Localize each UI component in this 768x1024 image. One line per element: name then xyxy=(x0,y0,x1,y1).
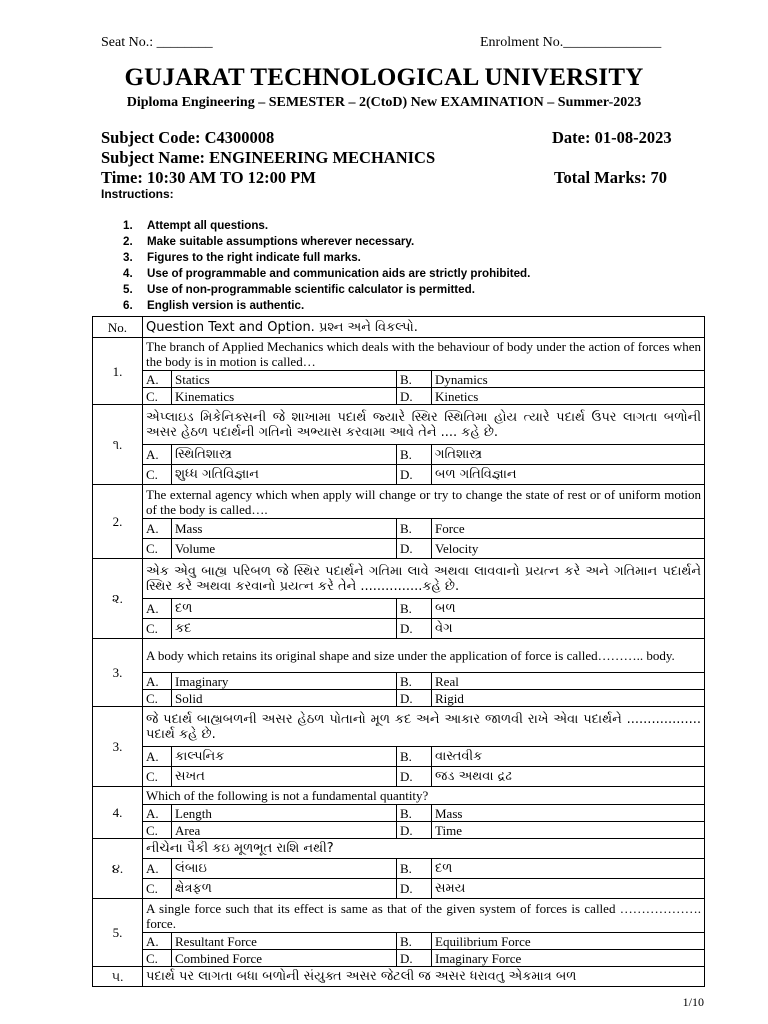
instructions-list xyxy=(123,218,530,314)
option-text: લંબાઇ xyxy=(172,859,397,879)
instructions-heading: Instructions: xyxy=(101,187,174,201)
option-letter: B. xyxy=(397,933,432,950)
option-row xyxy=(93,445,705,465)
option-text: Imaginary Force xyxy=(432,950,705,967)
option-letter: C. xyxy=(143,465,172,485)
subject-name: Subject Name: ENGINEERING MECHANICS xyxy=(101,148,436,167)
option-letter: B. xyxy=(397,445,432,465)
exam-date: Date: 01-08-2023 xyxy=(552,128,672,147)
option-letter: B. xyxy=(397,371,432,388)
question-text: A body which retains its original shape and size under the application of force is called……….. body. xyxy=(143,639,705,673)
question-text: એક એવુ બાહ્ય પરિબળ જે સ્થિર પદાર્થને ગતિમા લાવે અથવા લાવવાનો પ્રયત્ન કરે અને ગતિમાન પદાર્થને સ્થિર કરે અથવા કરવાનો પ્રયત્ન કરે તેને ...............કહે છે. xyxy=(143,559,705,599)
question-number: ૨. xyxy=(93,559,143,639)
option-letter: D. xyxy=(397,950,432,967)
option-text: Length xyxy=(172,805,397,822)
question-number: 5. xyxy=(93,899,143,967)
option-letter: A. xyxy=(143,859,172,879)
instruction-item: 3. Figures to the right indicate full marks. xyxy=(123,251,361,264)
question-text: પદાર્થ પર લાગતા બધા બળોની સંયુક્ત અસર જેટલી જ અસર ધરાવતુ એકમાત્ર બળ xyxy=(143,967,705,987)
option-text: Kinetics xyxy=(432,388,705,405)
question-row xyxy=(93,899,705,933)
instruction-item: 1. Attempt all questions. xyxy=(123,219,269,232)
option-text: ક્ષેત્રફળ xyxy=(172,879,397,899)
option-row xyxy=(93,767,705,787)
question-text: The branch of Applied Mechanics which deals with the behaviour of body under the action of forces when the body is in motion is called… xyxy=(143,338,705,371)
option-letter: D. xyxy=(397,690,432,707)
exam-line: Diploma Engineering – SEMESTER – 2(CtoD) New EXAMINATION – Summer-2023 xyxy=(126,95,642,110)
option-text: કદ xyxy=(172,619,397,639)
option-letter: A. xyxy=(143,933,172,950)
question-row xyxy=(93,787,705,805)
option-row xyxy=(93,619,705,639)
option-letter: A. xyxy=(143,519,172,539)
question-text: Which of the following is not a fundamental quantity? xyxy=(143,787,705,805)
option-letter: A. xyxy=(143,599,172,619)
option-text: સખત xyxy=(172,767,397,787)
option-row xyxy=(93,673,705,690)
question-number: 1. xyxy=(93,338,143,405)
instruction-item: 5. Use of non-programmable scientific calculator is permitted. xyxy=(123,283,475,296)
questions-table xyxy=(92,316,705,987)
option-letter: C. xyxy=(143,539,172,559)
option-text: ગતિશાસ્ત્ર xyxy=(432,445,705,465)
option-text: જડ અથવા દ્રઢ xyxy=(432,767,705,787)
option-row xyxy=(93,933,705,950)
option-text: Dynamics xyxy=(432,371,705,388)
option-letter: D. xyxy=(397,388,432,405)
option-text: વાસ્તવીક xyxy=(432,747,705,767)
exam-time: Time: 10:30 AM TO 12:00 PM xyxy=(101,168,316,187)
option-row xyxy=(93,747,705,767)
page-number: 1/10 xyxy=(682,995,704,1009)
question-text: A single force such that its effect is same as that of the given system of forces is called ………………. force. xyxy=(143,899,705,933)
option-letter: B. xyxy=(397,859,432,879)
option-text: Solid xyxy=(172,690,397,707)
option-letter: B. xyxy=(397,673,432,690)
option-letter: C. xyxy=(143,950,172,967)
option-text: Rigid xyxy=(432,690,705,707)
question-row xyxy=(93,338,705,371)
question-number: 3. xyxy=(93,707,143,787)
option-letter: D. xyxy=(397,822,432,839)
enrolment-number: Enrolment No.______________ xyxy=(480,35,662,50)
option-letter: B. xyxy=(397,805,432,822)
option-row xyxy=(93,519,705,539)
option-letter: C. xyxy=(143,388,172,405)
option-text: Resultant Force xyxy=(172,933,397,950)
option-text: Area xyxy=(172,822,397,839)
option-letter: C. xyxy=(143,619,172,639)
question-row xyxy=(93,967,705,987)
question-row xyxy=(93,405,705,445)
question-number: 3. xyxy=(93,639,143,707)
question-text: જે પદાર્થ બાહ્યબળની અસર હેઠળ પોતાનો મૂળ કદ અને આકાર જાળવી રાખે એવા પદાર્થને .................. પદાર્થ કહે છે. xyxy=(143,707,705,747)
option-text: કાલ્પનિક xyxy=(172,747,397,767)
option-text: Imaginary xyxy=(172,673,397,690)
question-row xyxy=(93,639,705,673)
option-row xyxy=(93,599,705,619)
option-letter: B. xyxy=(397,599,432,619)
option-text: શુધ્ધ ગતિવિજ્ઞાન xyxy=(172,465,397,485)
option-letter: A. xyxy=(143,805,172,822)
option-letter: D. xyxy=(397,619,432,639)
subject-code: Subject Code: C4300008 xyxy=(101,128,275,147)
option-text: Force xyxy=(432,519,705,539)
option-letter: B. xyxy=(397,747,432,767)
option-row xyxy=(93,388,705,405)
total-marks: Total Marks: 70 xyxy=(554,168,668,187)
option-letter: D. xyxy=(397,539,432,559)
option-text: દળ xyxy=(172,599,397,619)
question-row xyxy=(93,839,705,859)
option-text: સમય xyxy=(432,879,705,899)
option-letter: D. xyxy=(397,465,432,485)
option-letter: C. xyxy=(143,822,172,839)
option-row xyxy=(93,690,705,707)
option-text: Real xyxy=(432,673,705,690)
option-letter: A. xyxy=(143,445,172,465)
option-letter: A. xyxy=(143,371,172,388)
option-text: Statics xyxy=(172,371,397,388)
option-row xyxy=(93,879,705,899)
option-letter: C. xyxy=(143,690,172,707)
question-row xyxy=(93,707,705,747)
option-text: Kinematics xyxy=(172,388,397,405)
option-row xyxy=(93,822,705,839)
instruction-item: 2. Make suitable assumptions wherever necessary. xyxy=(123,235,415,248)
question-text: The external agency which when apply will change or try to change the state of rest or of uniform motion of the body is called…. xyxy=(143,485,705,519)
option-text: વેગ xyxy=(432,619,705,639)
option-row xyxy=(93,859,705,879)
option-letter: D. xyxy=(397,767,432,787)
option-text: સ્થિતિશાસ્ત્ર xyxy=(172,445,397,465)
question-number: ૫. xyxy=(93,967,143,987)
option-text: બળ xyxy=(432,599,705,619)
question-text: એપ્લાઇડ મિકેનિક્સની જે શાખામા પદાર્થ જ્યારે સ્થિર સ્થિતિમા હોય ત્યારે પદાર્થ ઉપર લાગતા બળોની અસર હેઠળ પદાર્થની ગતિનો અભ્યાસ કરવામા આવે તેને .... કહે છે. xyxy=(143,405,705,445)
option-text: Mass xyxy=(432,805,705,822)
option-text: Volume xyxy=(172,539,397,559)
question-number: ૪. xyxy=(93,839,143,899)
option-letter: C. xyxy=(143,879,172,899)
option-letter: A. xyxy=(143,673,172,690)
option-letter: D. xyxy=(397,879,432,899)
header-no: No. xyxy=(93,317,143,338)
option-letter: B. xyxy=(397,519,432,539)
seat-number: Seat No.: ________ xyxy=(101,35,213,50)
question-number: 4. xyxy=(93,787,143,839)
option-text: બળ ગતિવિજ્ઞાન xyxy=(432,465,705,485)
option-text: Combined Force xyxy=(172,950,397,967)
option-text: દળ xyxy=(432,859,705,879)
option-letter: C. xyxy=(143,767,172,787)
table-header-row xyxy=(93,317,705,338)
instruction-item: 4. Use of programmable and communication aids are strictly prohibited. xyxy=(123,267,531,280)
option-text: Mass xyxy=(172,519,397,539)
option-row xyxy=(93,371,705,388)
option-letter: A. xyxy=(143,747,172,767)
instruction-item: 6. English version is authentic. xyxy=(123,299,305,312)
option-row xyxy=(93,805,705,822)
option-row xyxy=(93,539,705,559)
university-title: GUJARAT TECHNOLOGICAL UNIVERSITY xyxy=(124,64,644,91)
question-row xyxy=(93,559,705,599)
option-row xyxy=(93,465,705,485)
option-text: Time xyxy=(432,822,705,839)
question-number: 2. xyxy=(93,485,143,559)
option-text: Velocity xyxy=(432,539,705,559)
question-row xyxy=(93,485,705,519)
question-number: ૧. xyxy=(93,405,143,485)
header-question-text: Question Text and Option. પ્રશ્ન અને વિકલ્પો. xyxy=(143,317,705,338)
question-text: નીચેના પૈકી કઇ મૂળભૂત રાશિ નથી? xyxy=(143,839,705,859)
option-row xyxy=(93,950,705,967)
option-text: Equilibrium Force xyxy=(432,933,705,950)
